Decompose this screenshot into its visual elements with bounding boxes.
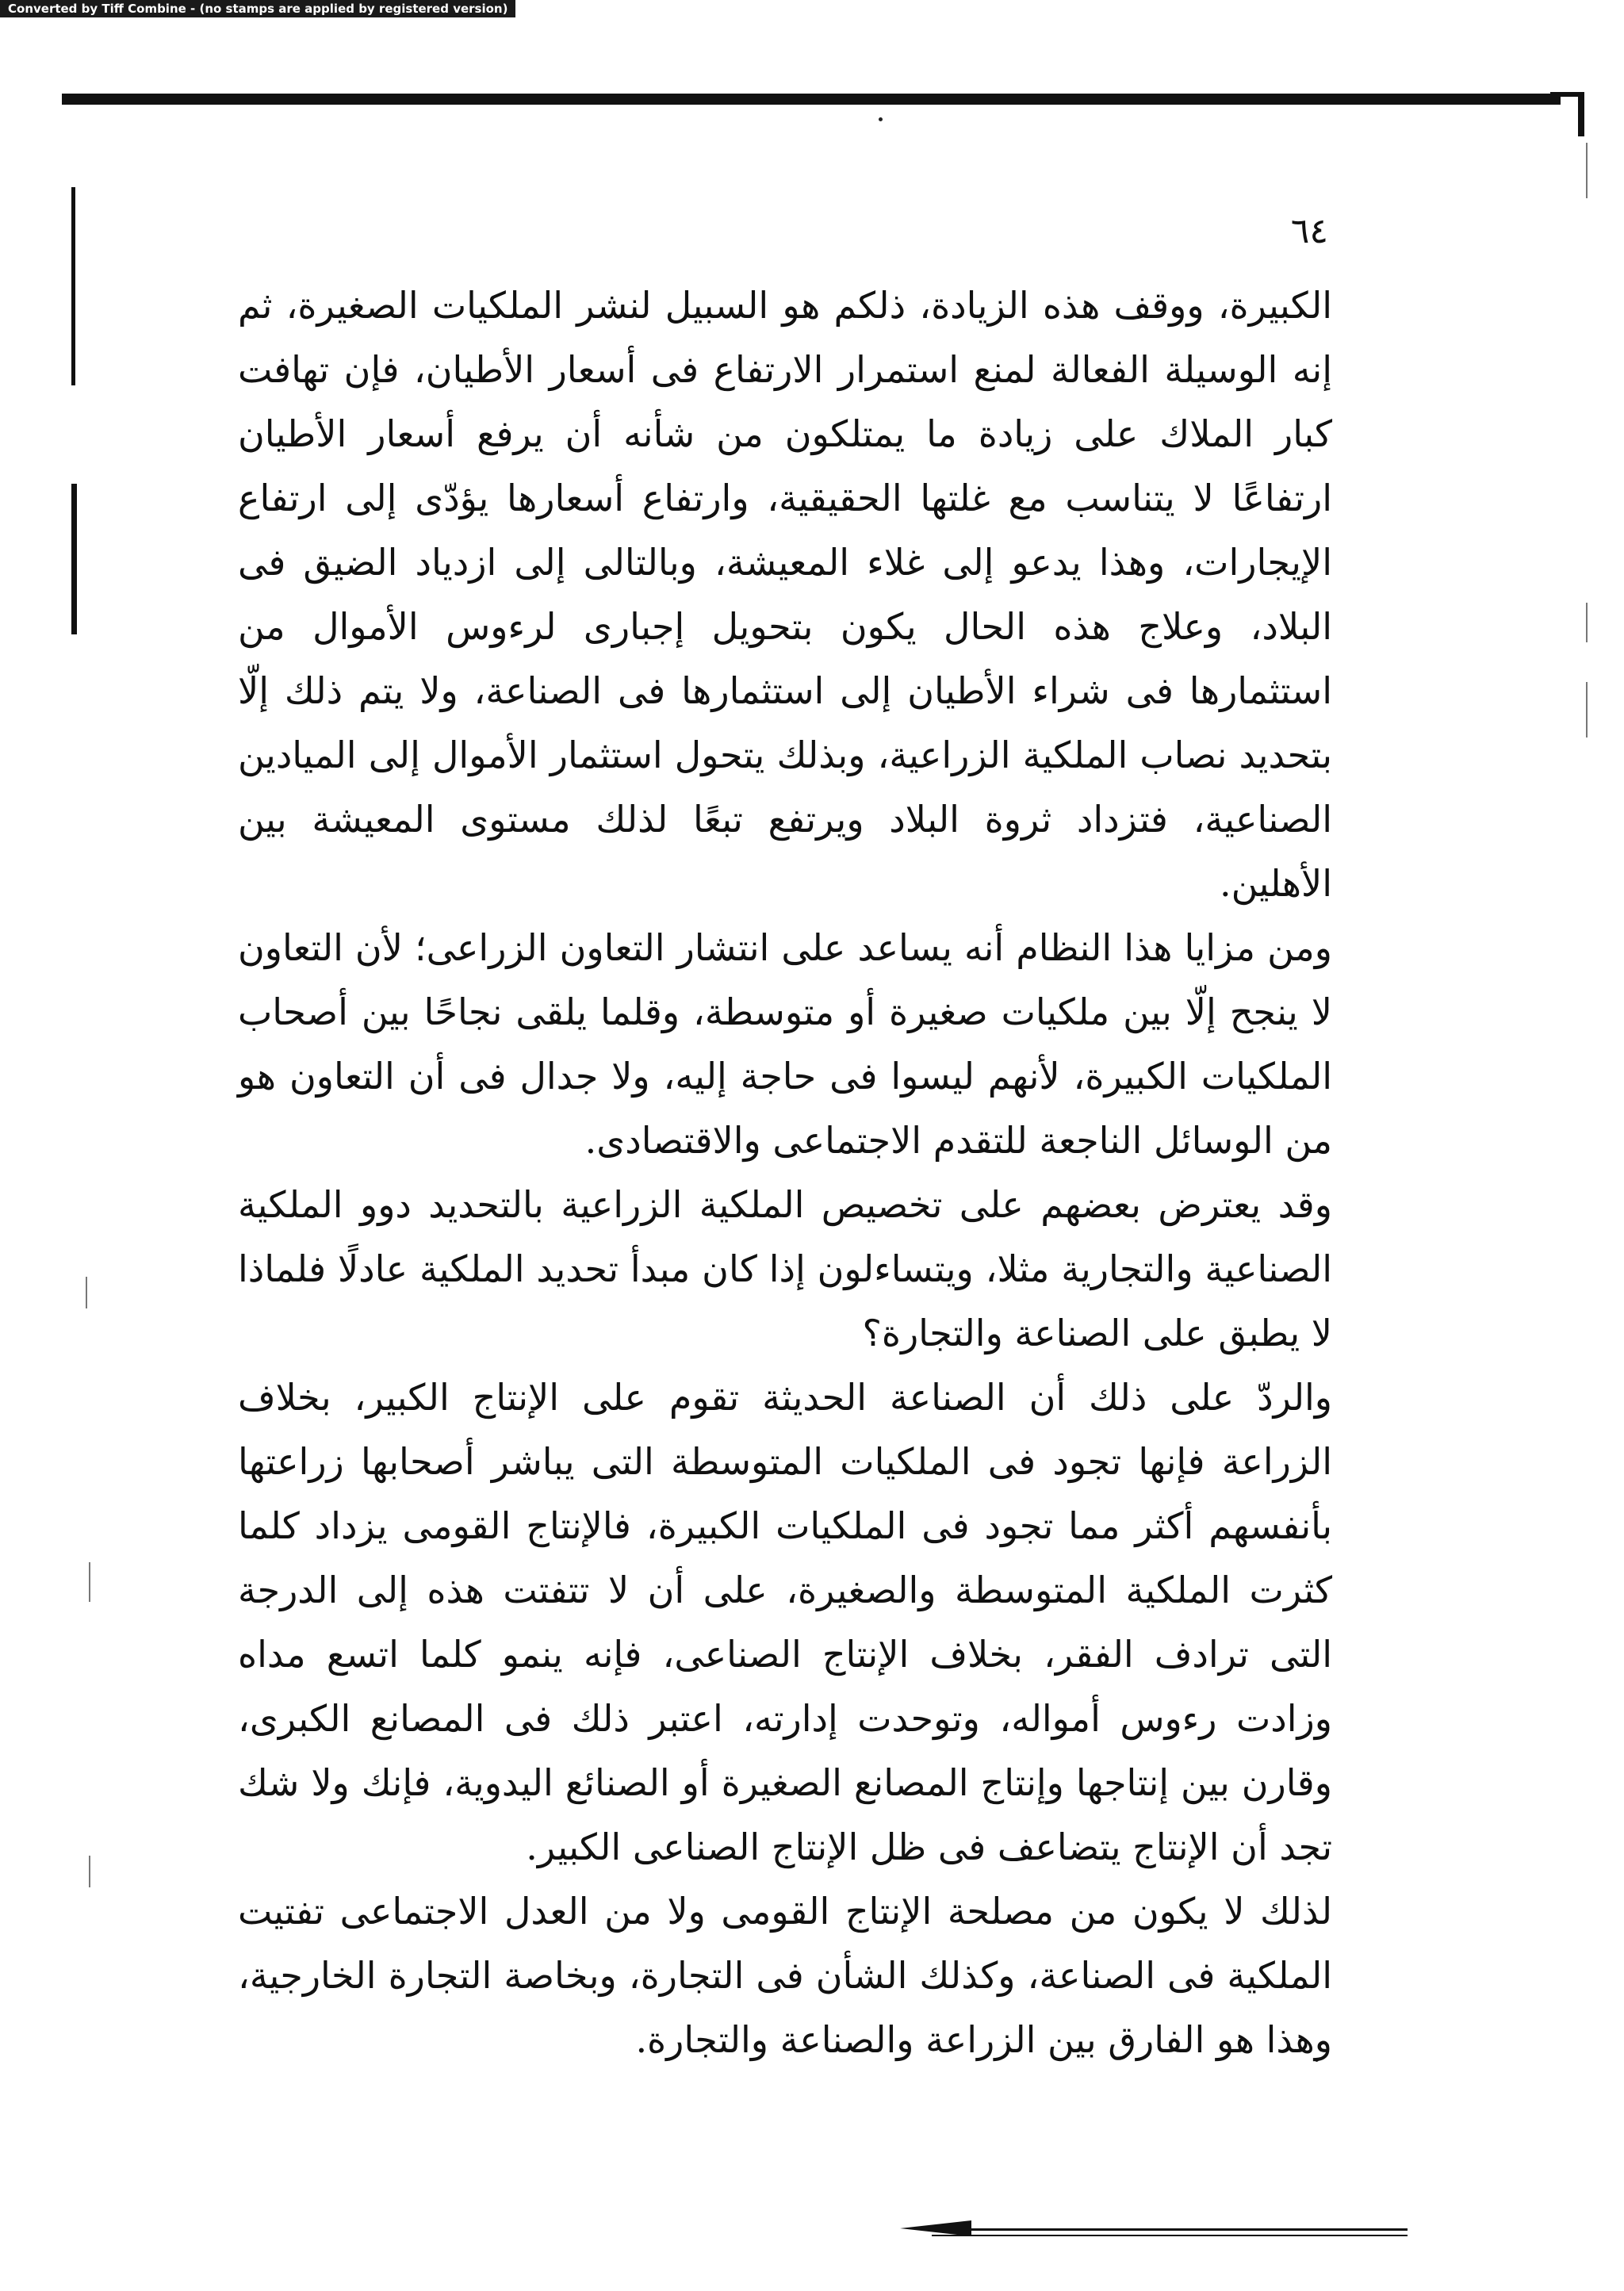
paragraph: ومن مزايا هذا النظام أنه يساعد على انتشار التعاون الزراعى؛ لأن التعاون لا ينجح إلّا بين ملكيات صغيرة أو متوسطة، وقلما يلقى نجاحًا بين أصحاب الملكيات الكبيرة، لأنهم ليسوا فى حاجة إليه، ولا جدال فى أن التعاون هو من الوسائل الناجعة للتقدم الاجتماعى والاقتصادى. [238,926,1332,1162]
paragraph: والردّ على ذلك أن الصناعة الحديثة تقوم على الإنتاج الكبير، بخلاف الزراعة فإنها تجود فى الملكيات المتوسطة التى يباشر أصحابها زراعتها بأنفسهم أكثر مما تجود فى الملكيات الكبيرة، فالإنتاج القومى يزداد كلما كثرت الملكية المتوسطة والصغيرة، على أن لا تتفتت هذه إلى الدرجة التى ترادف الفقر، بخلاف الإنتاج الصناعى، فإنه ينمو كلما اتسع مداه وزادت رءوس أمواله، وتوحدت إدارته، اعتبر ذلك فى المصانع الكبرى، وقارن بين إنتاجها وإنتاج المصانع الصغيرة أو الصنائع اليدوية، فإنك ولا شك تجد أن الإنتاج يتضاعف فى ظل الإنتاج الصناعى الكبير. [238,1376,1333,1868]
speck [879,117,883,121]
edge-tick [86,1277,87,1308]
margin-bar [71,484,77,634]
edge-tick [1586,143,1588,198]
edge-tick [89,1562,90,1602]
converter-banner: Converted by Tiff Combine - (no stamps are applied by registered version) [0,0,515,17]
paragraph: الكبيرة، ووقف هذه الزيادة، ذلكم هو السبيل لنشر الملكيات الصغيرة، ثم إنه الوسيلة الفعالة لمنع استمرار الارتفاع فى أسعار الأطيان، فإن تهافت كبار الملاك على زيادة ما يمتلكون من شأنه أن يرفع أسعار الأطيان ارتفاعًا لا يتناسب مع غلتها الحقيقية، وارتفاع أسعارها يؤدّى إلى ارتفاع الإيجارات، وهذا يدعو إلى غلاء المعيشة، وبالتالى إلى ازدياد الضيق فى البلاد، وعلاج هذه الحال يكون بتحويل إجبارى لرءوس الأموال من استثمارها فى شراء الأطيان إلى استثمارها فى الصناعة، ولا يتم ذلك إلّا بتحديد نصاب الملكية الزراعية، وبذلك يتحول استثمار الأموال إلى الميادين الصناعية، فتزداد ثروة البلاد ويرتفع تبعًا لذلك مستوى المعيشة بين الأهلين. [238,284,1333,905]
corner-mark-vertical [1578,92,1584,136]
paragraph: وقد يعترض بعضهم على تخصيص الملكية الزراعية بالتحديد دوو الملكية الصناعية والتجارية مثلا، ويتساءلون إذا كان مبدأ تحديد الملكية عادلًا فلماذا لا يطبق على الصناعة والتجارة؟ [238,1183,1332,1354]
body-text [238,274,1332,2072]
paragraph: لذلك لا يكون من مصلحة الإنتاج القومى ولا من العدل الاجتماعى تفتيت الملكية فى الصناعة، وكذلك الشأن فى التجارة، وبخاصة التجارة الخارجية، وهذا هو الفارق بين الزراعة والصناعة والتجارة. [238,1890,1332,2061]
bottom-rule [932,2235,1408,2236]
top-rule [62,94,1561,105]
edge-tick [1586,603,1588,642]
margin-bar [71,187,75,385]
page-number: ٦٤ [1290,211,1328,251]
bottom-rule [932,2228,1408,2231]
edge-tick [1586,682,1588,737]
edge-tick [89,1856,90,1887]
